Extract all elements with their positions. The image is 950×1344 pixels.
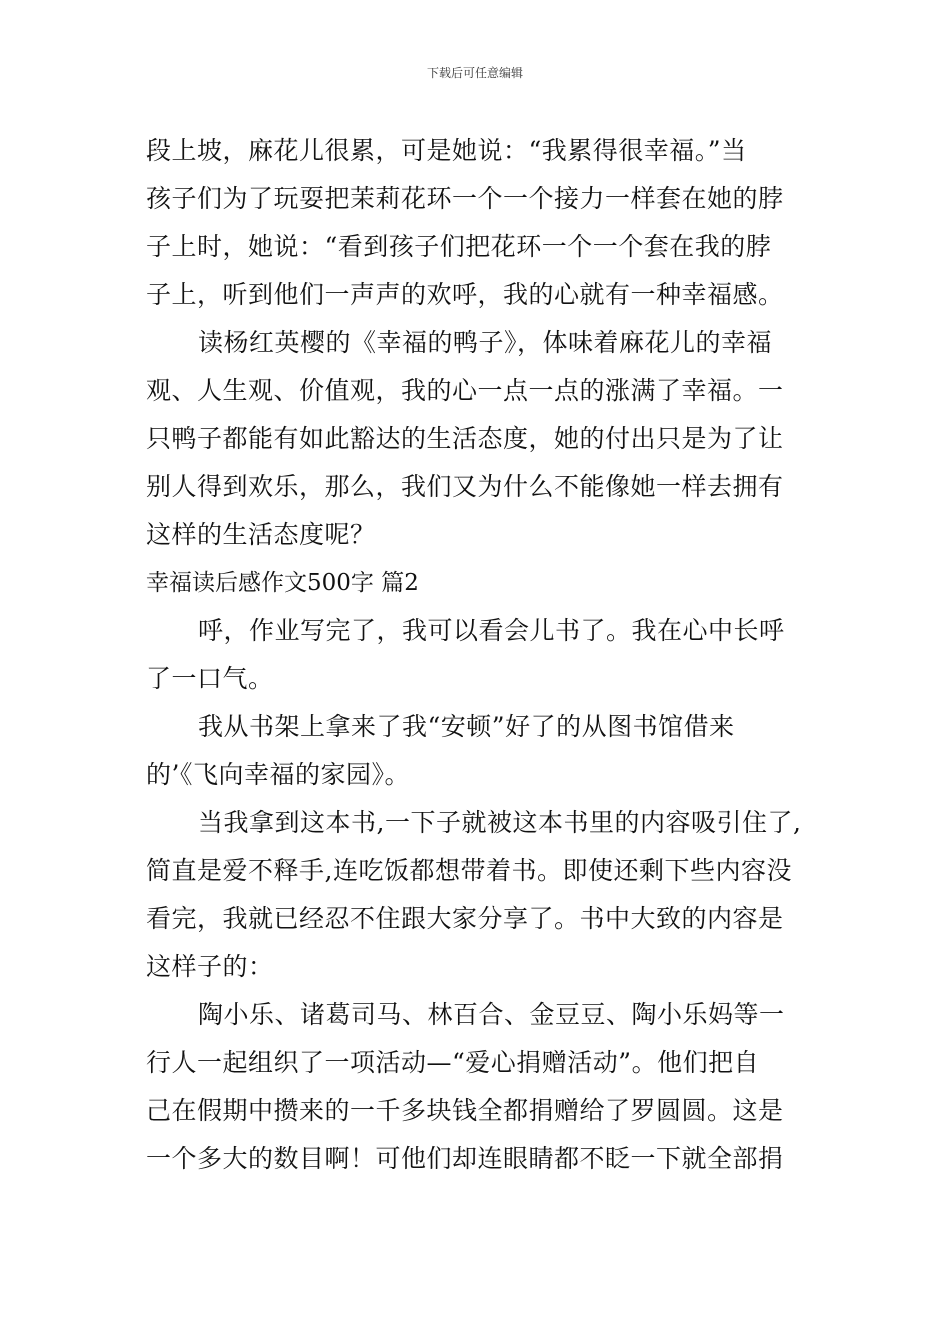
text-line: 子上，听到他们一声声的欢呼，我的心就有一种幸福感。 [146, 280, 784, 309]
text-line: 别人得到欢乐，那么，我们又为什么不能像她一样去拥有 [146, 472, 784, 501]
document-body [146, 127, 810, 1183]
text-line: 读杨红英樱的《幸福的鸭子》，体味着麻花儿的幸福 [198, 328, 773, 357]
text-line: 段上坡，麻花儿很累，可是她说：“我累得很幸福。”当 [146, 136, 747, 165]
text-line: 这样子的： [146, 952, 274, 981]
text-line: 子上时，她说：“看到孩子们把花环一个一个套在我的脖 [146, 232, 772, 261]
text-line: 了一口气。 [146, 664, 274, 693]
text-line: 己在假期中攒来的一千多块钱全都捐赠给了罗圆圆。这是 [146, 1096, 784, 1125]
text-line: 孩子们为了玩耍把茉莉花环一个一个接力一样套在她的脖 [146, 184, 784, 213]
text-line: 当我拿到这本书,一下子就被这本书里的内容吸引住了, [198, 808, 802, 837]
text-line: 简直是爱不释手,连吃饭都想带着书。即使还剩下些内容没 [146, 856, 792, 885]
section-heading: 幸福读后感作文500字 篇2 [146, 570, 419, 596]
text-line: 观、人生观、价值观，我的心一点一点的涨满了幸福。一 [146, 376, 784, 405]
text-line: 我从书架上拿来了我“安顿”好了的从图书馆借来 [198, 712, 735, 741]
text-line: 行人一起组织了一项活动—“爱心捐赠活动”。他们把自 [146, 1048, 760, 1077]
text-line: 看完，我就已经忍不住跟大家分享了。书中大致的内容是 [146, 904, 784, 933]
page-header: 下载后可任意编辑 [426, 66, 523, 80]
text-line: 一个多大的数目啊！可他们却连眼睛都不眨一下就全部捐 [146, 1144, 784, 1173]
text-line: 的’《飞向幸福的家园》。 [146, 760, 410, 789]
text-line: 这样的生活态度呢？ [146, 520, 376, 549]
text-line: 只鸭子都能有如此豁达的生活态度，她的付出只是为了让 [146, 424, 784, 453]
text-line: 陶小乐、诸葛司马、林百合、金豆豆、陶小乐妈等一 [198, 1000, 785, 1029]
text-line: 呼，作业写完了，我可以看会儿书了。我在心中长呼 [198, 616, 785, 645]
